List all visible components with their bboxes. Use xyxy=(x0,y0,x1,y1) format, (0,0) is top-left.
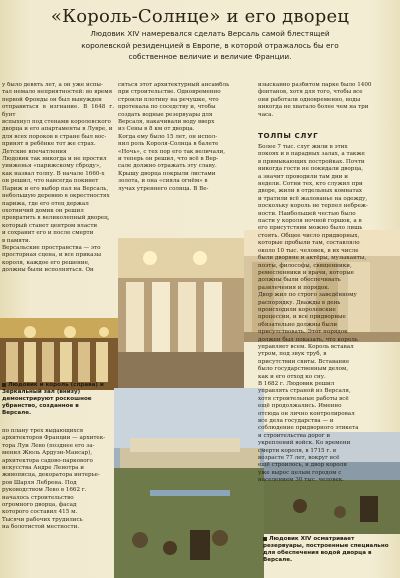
caption-painting xyxy=(263,536,397,564)
column-1-top: у было девять лет, а он уже испы- тал немало неприятностей: во время первой Фронды он был вынужден отправиться в изгнание. В 1648 г. бунт вспыхнул под стенами королевского дворца и его апартаменты в Лувре, и для всех пороков в стране был вос- принят в ребёнке тот же страх. Детские впечатления Людовик так никогда и не простил униженья «парижскому сброду», как назвал толпу. В начале 1660-х он решил, что навсегда покинет Париж и его выбор пал на Версаль, небольшую деревню в окрестностях парижа, где его отец держал охотничий домик он решил превратить в великолепный дворец, который станет центром власти и сохранит его и после смерти в памяти. Версальские пространства — это просторная сцена, и все приказы короля, каждое его решение, должны были исполняться. Он xyxy=(2,82,114,274)
caption-marker-icon xyxy=(2,383,6,387)
versailles-painting xyxy=(114,388,264,578)
great-hall-photo xyxy=(118,238,244,388)
column-1-bottom: по плану трех выдающихся архитекторов Франции — архитек- тора Луи Лево (позднее его за- менил Жюль Ардуэн-Мансар), архитектора садово-паркового искусства Андре Ленотра и живописца, декоратора интерье- ров Шарля Лебрена. Под руководством Лево в 1662 г. началось строительство огромного дворца, фасад которого составил 415 м. Тысячи рабочих трудились на болотистой местности. xyxy=(2,428,106,531)
column-2-top: ситься этот архитектурный ансамбль при строительстве. Одновременно строили плотину на речушке, что протекала по соседству и, чтобы создать водные резервуары для Версаля, накачивали воду вверх из Сены в 8 км от дворца. Когда ему было 15 лет, он испол- нил роль Короля-Солнца в балете «Ночь», с тех пор его так величали, и теперь он решил, что всё в Вер- сале должно отражать эту славу. Крышу дворца покрыли листами золота, и она «сияла огнём» в лучах утреннего солнца. В Ве- xyxy=(118,82,230,192)
caption-hall xyxy=(2,382,106,417)
hall-of-mirrors-photo xyxy=(0,318,118,390)
column-3-top: изысканно разбитом парке было 1400 фонтанов, хотя для того, чтобы все они работали одновременно, воды никогда не хватало более чем на три часа. xyxy=(258,82,372,118)
caption-marker-icon xyxy=(263,537,267,541)
column-3-main: Более 7 тыс. слуг жили в этих покоях и в парадных залах, а также в примыкающих постройках. Почти никогда гости не покидали дворца, а значит проводили там дни и недели. Сотни тех, кто служил при дворе, жили в отдельных комнатах и тратили всё жалованье на одежду, поскольку король не терпел небреж- ности. Наибольшей честью было пасти у короля ночной горшок, а в его присутствии можно было лишь стоять. Общее число придворных, которые пробыли там, составляло около 10 тыс. человек, в их числе были дворяне и актёры, музыканты, поэты, философы, священники, ремесленники и врачи, которые должны были обеспечивать развлечения и порядок. Двор жил по строго заведённому распорядку. Дважды в день происходили королевские процессии, и все придворные обязательно должны были присутствовать. Этот порядок должен был показать, что король управляет всем. Король вставал утром, под звук труб, в присутствии свиты. Вставание было государственным делом, как и его отход ко сну. В 1682 г. Людовик решил управлять страной из Версаля, хотя строительные работы всё ещё продолжались. Именно отсюда он лично контролировал все дела государства — и соблюдение придворного этикета и строительства дорог и укреплений войск. Ко времени смерти короля, в 1715 г. в возрасте 77 лет, вокруг всё ещё строилось, и двор короля уже вырос целым городом с населением 30 тыс. человек. xyxy=(258,144,368,484)
lead-paragraph: Людовик XIV намеревался сделать Версаль самой блестящей королевской резиденцией в Европе, в которой отражалось бы его собственное величие и величие Франции. xyxy=(81,29,339,61)
caption-hall-text: Людовик и король (справа) и Зеркальный зал (внизу) демонстрируют роскошное убранство, созданное в Версале. xyxy=(2,382,104,416)
page-title: «Король-Солнце» и его дворец xyxy=(50,6,350,27)
section-heading: ТОЛПЫ СЛУГ xyxy=(258,131,319,140)
caption-painting-text: Людовик XIV осматривает резервуары, построенные специально для обеспечения водой дворца в Версале. xyxy=(263,536,389,563)
